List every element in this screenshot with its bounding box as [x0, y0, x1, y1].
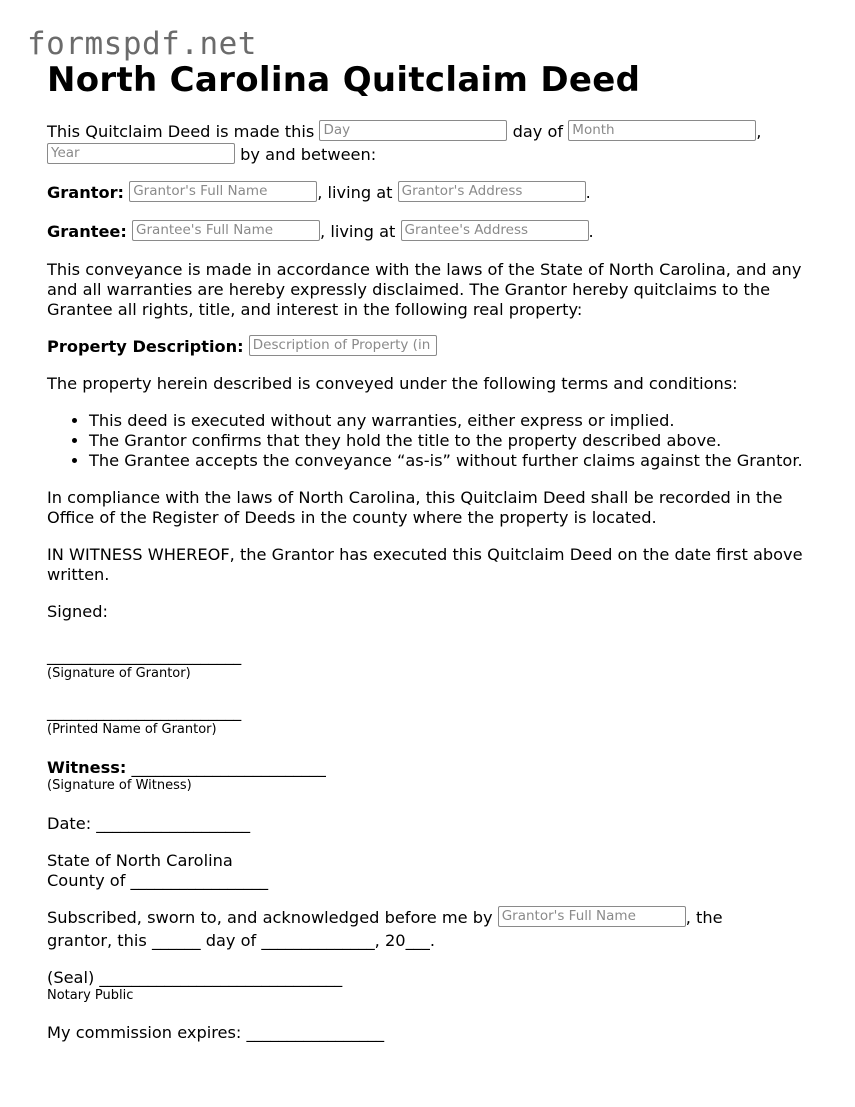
list-item: • This deed is executed without any warranties, either express or implied.	[89, 411, 817, 431]
commission-line[interactable]: My commission expires: _________________	[47, 1023, 385, 1042]
month-field[interactable]: Month	[568, 120, 756, 141]
watermark: formspdf.net	[27, 26, 257, 62]
grantor-signature-line[interactable]: ________________________	[47, 646, 242, 665]
intro-line-2: Year by and between:	[47, 145, 817, 166]
printed-name-caption: (Printed Name of Grantor)	[47, 722, 217, 737]
list-item: • The Grantor confirms that they hold the title to the property described above.	[89, 431, 817, 451]
property-description-field[interactable]: Description of Property (in	[249, 335, 437, 356]
terms-intro: The property herein described is conveyed under the following terms and conditions:	[47, 374, 738, 393]
seal-line[interactable]: (Seal) ______________________________	[47, 968, 343, 987]
witness-line	[47, 758, 817, 778]
county-line[interactable]: County of _________________	[47, 871, 269, 890]
deed-body	[47, 122, 817, 1043]
intro-line: This Quitclaim Deed is made this Day day of Month ,	[47, 122, 762, 141]
list-item: • The Grantee accepts the conveyance “as-is” without further claims against the Grantor.	[89, 451, 817, 471]
grantee-label: Grantee:	[47, 222, 127, 241]
year-field[interactable]: Year	[47, 143, 235, 164]
grantee-address-field[interactable]: Grantee's Address	[401, 220, 589, 241]
witness-signature-line[interactable]: ________________________	[131, 758, 326, 777]
sworn-line: Subscribed, sworn to, and acknowledged before me by Grantor's Full Name , the	[47, 908, 723, 927]
grantor-label: Grantor:	[47, 183, 125, 202]
grantor-address-field[interactable]: Grantor's Address	[398, 181, 586, 202]
witness-label: Witness:	[47, 758, 127, 777]
conveyance-paragraph: This conveyance is made in accordance with the laws of the State of North Carolina, and any and all warranties are hereby expressly disclaimed. The Grantor hereby quitclaims to the Grantee all rights, title, and interest in the following real property:	[47, 260, 802, 319]
grantee-name-field[interactable]: Grantee's Full Name	[132, 220, 320, 241]
printed-name-line[interactable]: ________________________	[47, 702, 242, 721]
compliance-paragraph: In compliance with the laws of North Carolina, this Quitclaim Deed shall be recorded in the Office of the Register of Deeds in the county where the property is located.	[47, 488, 783, 527]
property-label: Property Description:	[47, 337, 244, 356]
witness-caption: (Signature of Witness)	[47, 778, 192, 793]
day-field[interactable]: Day	[319, 120, 507, 141]
sworn-line-2: grantor, this ______ day of ______________, 20___.	[47, 931, 435, 950]
state-line: State of North Carolina	[47, 851, 233, 870]
signed-label: Signed:	[47, 602, 108, 621]
grantor-line: Grantor: Grantor's Full Name , living at Grantor's Address .	[47, 183, 591, 202]
notary-caption: Notary Public	[47, 988, 134, 1003]
grantor-signature-caption: (Signature of Grantor)	[47, 666, 191, 681]
grantee-line: Grantee: Grantee's Full Name , living at Grantee's Address .	[47, 222, 594, 241]
page-title: North Carolina Quitclaim Deed	[47, 60, 641, 100]
date-line[interactable]: Date: ___________________	[47, 814, 251, 833]
property-line	[47, 337, 817, 358]
sworn-grantor-name-field[interactable]: Grantor's Full Name	[498, 906, 686, 927]
witness-whereof: IN WITNESS WHEREOF, the Grantor has executed this Quitclaim Deed on the date first above written.	[47, 545, 803, 584]
grantor-name-field[interactable]: Grantor's Full Name	[129, 181, 317, 202]
terms-list	[47, 411, 817, 471]
